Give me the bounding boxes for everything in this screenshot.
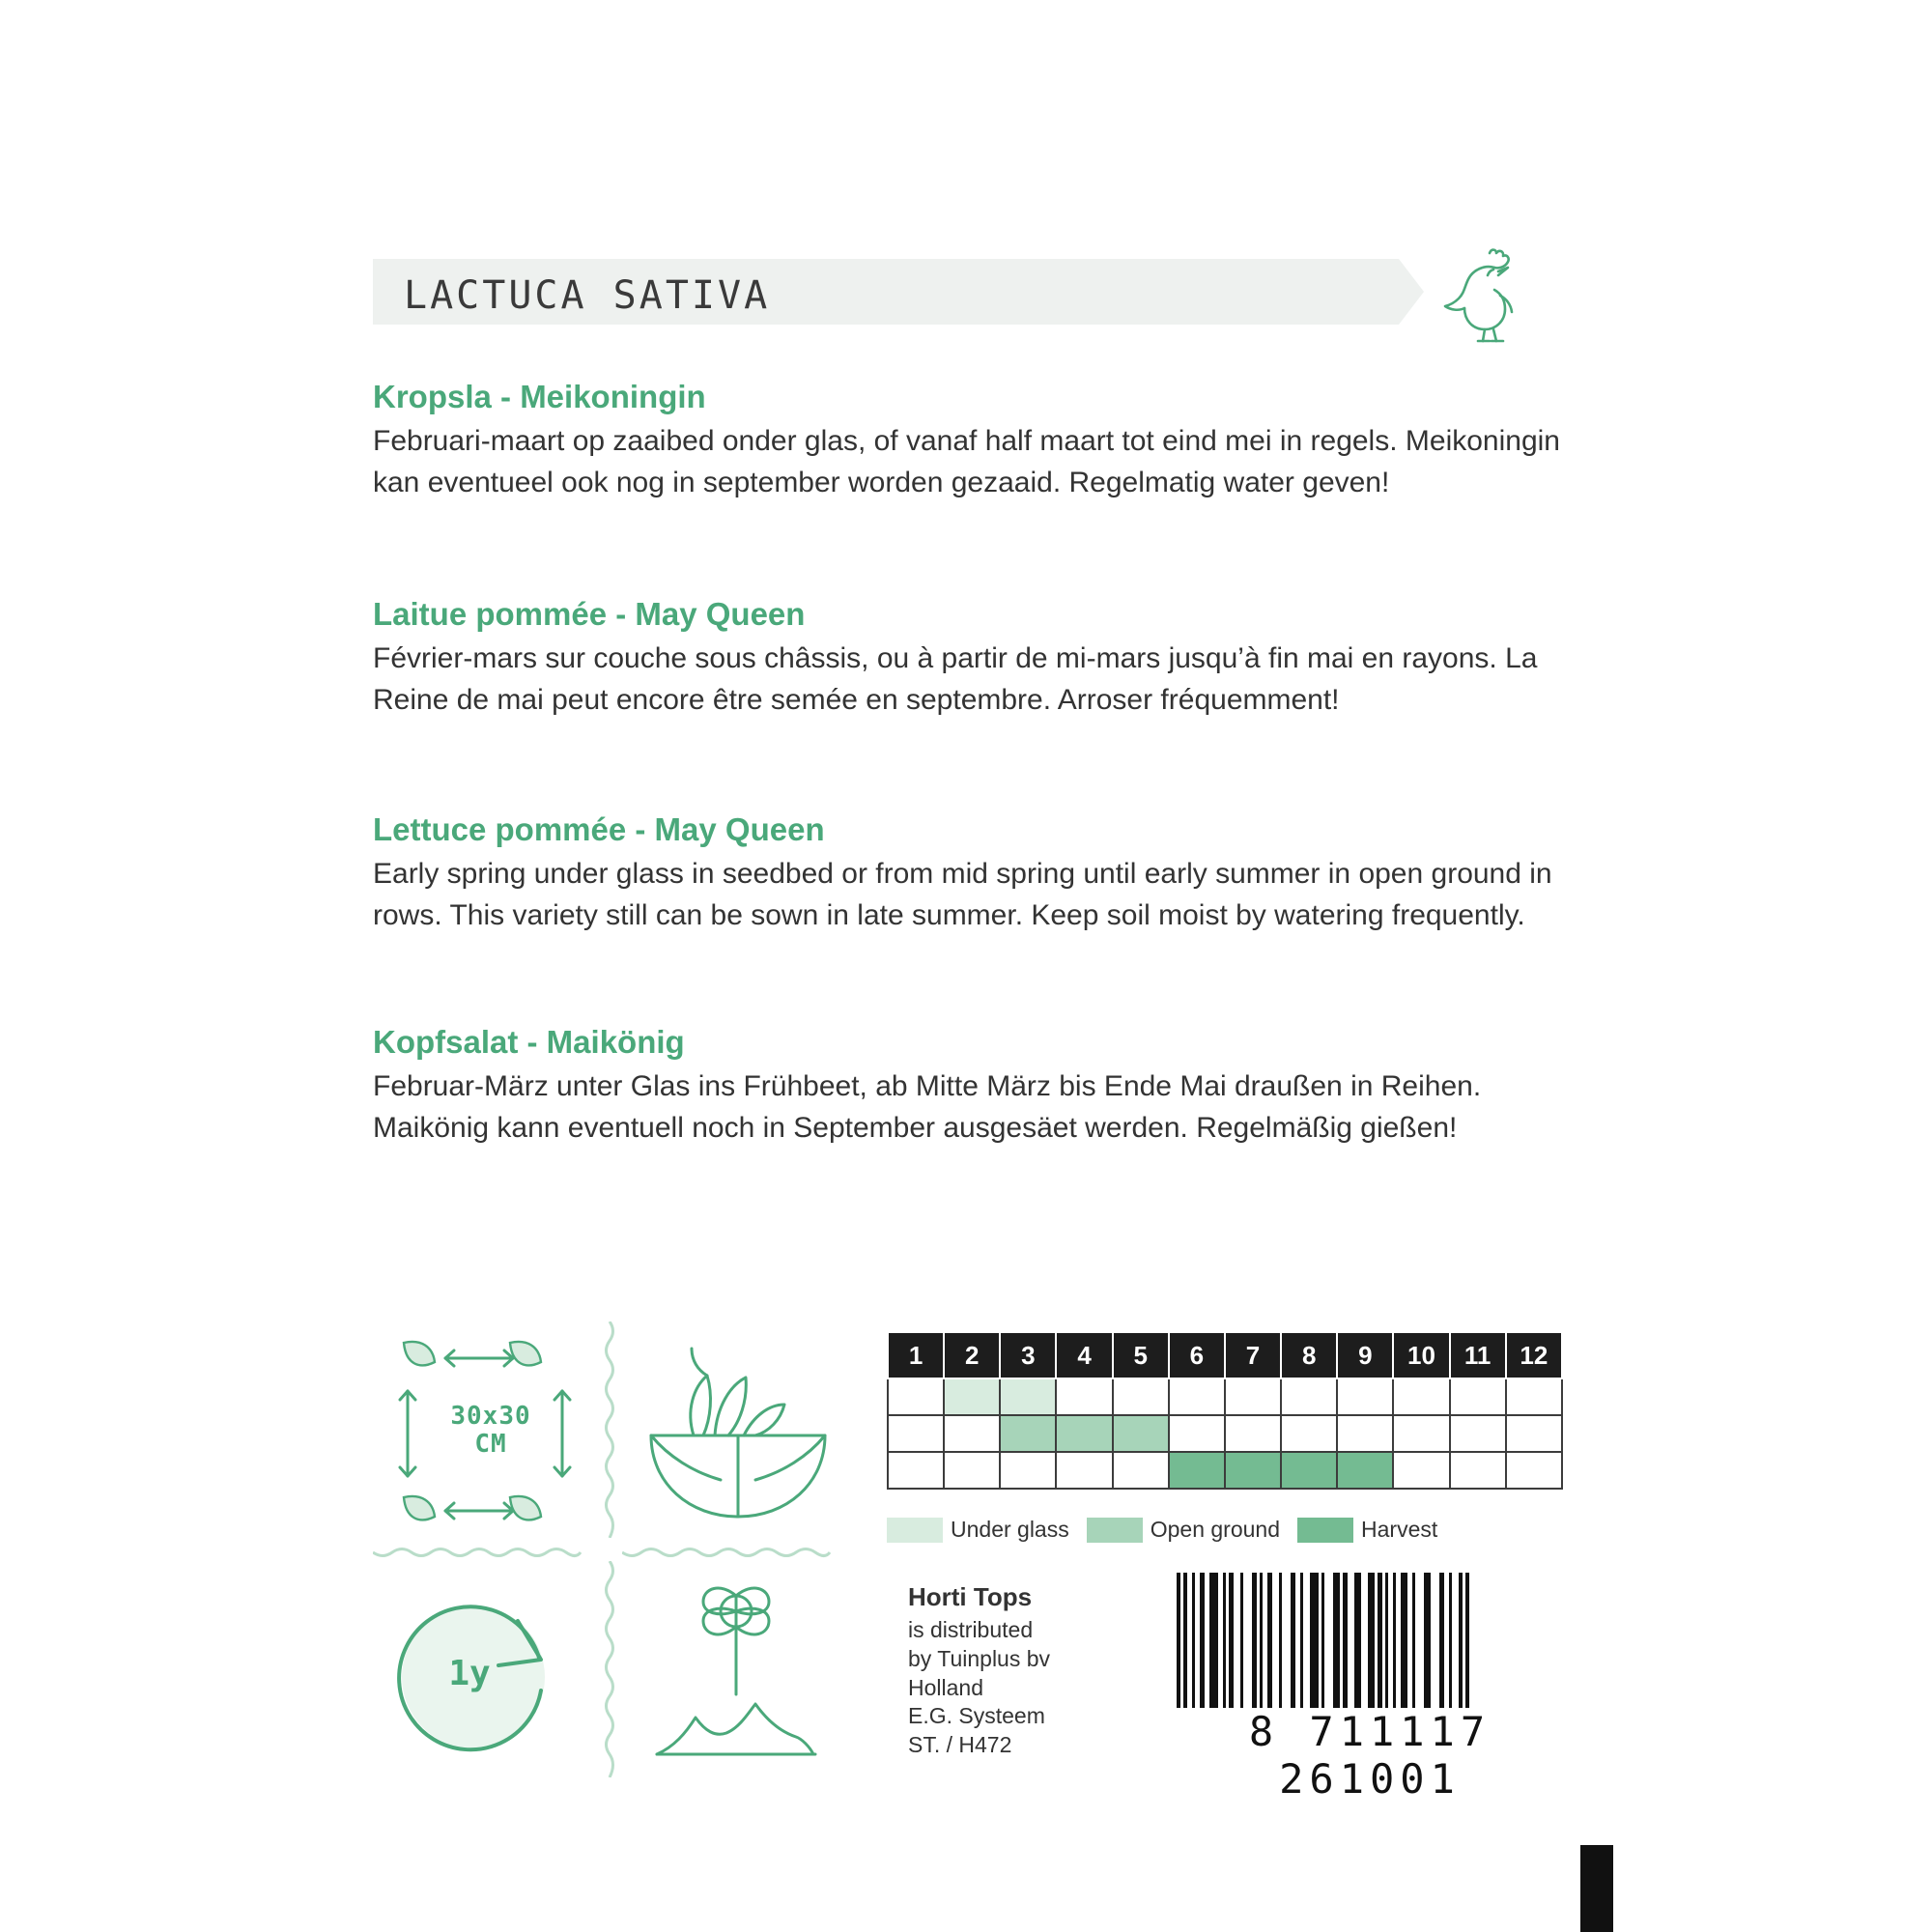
calendar-cell [1225, 1415, 1281, 1452]
legend-swatch-harvest [1297, 1518, 1353, 1543]
calendar-cell [1393, 1452, 1449, 1489]
wave-divider-horizontal-left [373, 1546, 600, 1559]
wave-divider-vertical-bottom [603, 1561, 616, 1777]
calendar-cell [1506, 1378, 1562, 1415]
calendar-cell [1506, 1415, 1562, 1452]
calendar-cell [888, 1452, 944, 1489]
calendar-cell [1337, 1415, 1393, 1452]
calendar-cell [1337, 1378, 1393, 1415]
barcode-bar [1348, 1573, 1354, 1719]
seedling-in-soil-icon [622, 1565, 849, 1789]
month-header: 3 [1000, 1332, 1056, 1378]
barcode-bar [1415, 1573, 1424, 1719]
legend-item-open-ground [1087, 1517, 1280, 1543]
print-corner-mark [1580, 1845, 1613, 1932]
rooster-icon [1430, 240, 1536, 346]
calendar-cell [1056, 1415, 1112, 1452]
calendar-cell [1000, 1378, 1056, 1415]
barcode-bar [1333, 1573, 1340, 1719]
calendar-cell [1450, 1452, 1506, 1489]
calendar-cell [1281, 1452, 1337, 1489]
barcode-bar [1243, 1573, 1252, 1719]
lang-title-en: Lettuce pommée - May Queen [373, 811, 825, 847]
language-block-nl [373, 379, 1580, 503]
calendar-cell [1169, 1415, 1225, 1452]
wave-divider-horizontal-right [622, 1546, 849, 1559]
barcode-bar [1465, 1573, 1469, 1719]
distributor-line-1: is distributed [908, 1616, 1034, 1642]
barcode-bar [1354, 1573, 1361, 1719]
barcode-bar [1424, 1573, 1431, 1719]
distributor-info [908, 1581, 1140, 1760]
distributor-line-4: E.G. Systeem [908, 1703, 1045, 1729]
barcode-bar [1361, 1573, 1368, 1719]
calendar-cell [1169, 1452, 1225, 1489]
month-header: 5 [1113, 1332, 1169, 1378]
calendar-cell [1169, 1378, 1225, 1415]
calendar-cell [1113, 1378, 1169, 1415]
calendar-cell [888, 1378, 944, 1415]
calendar-cell [1056, 1452, 1112, 1489]
shelf-life-icon-cell [373, 1565, 600, 1789]
lang-title-fr: Laitue pommée - May Queen [373, 596, 806, 632]
month-header: 7 [1225, 1332, 1281, 1378]
calendar-header-row [888, 1332, 1562, 1378]
calendar-cell [1225, 1452, 1281, 1489]
month-header: 9 [1337, 1332, 1393, 1378]
language-block-en [373, 811, 1580, 936]
month-header: 8 [1281, 1332, 1337, 1378]
page-title: LACTUCA SATIVA [404, 273, 771, 318]
month-header: 2 [944, 1332, 1000, 1378]
barcode-bar [1303, 1573, 1310, 1719]
calendar-cell [944, 1378, 1000, 1415]
calendar-cell [1000, 1415, 1056, 1452]
calendar-cell [1000, 1452, 1056, 1489]
calendar-row-under_glass [888, 1378, 1562, 1415]
month-header: 6 [1169, 1332, 1225, 1378]
language-block-de [373, 1024, 1580, 1149]
calendar-cell [944, 1452, 1000, 1489]
barcode-bar [1368, 1573, 1375, 1719]
calendar-cell [1393, 1415, 1449, 1452]
calendar-legend [887, 1517, 1563, 1543]
legend-item-harvest [1297, 1517, 1437, 1543]
barcode-bar [1310, 1573, 1319, 1719]
distributor-line-2: by Tuinplus bv [908, 1645, 1051, 1671]
calendar-cell [1225, 1378, 1281, 1415]
calendar-row-open_ground [888, 1415, 1562, 1452]
barcode-bar [1209, 1573, 1218, 1719]
month-header: 12 [1506, 1332, 1562, 1378]
calendar-cell [1056, 1378, 1112, 1415]
lang-body-de: Februar-März unter Glas ins Frühbeet, ab Mitte März bis Ende Mai draußen in Reihen. Maikönig kann eventuell noch in September ausgesäet werden. Regelmäßig gießen! [373, 1070, 1482, 1144]
spacing-icon-cell [373, 1321, 600, 1546]
legend-label-under-glass: Under glass [951, 1517, 1069, 1542]
barcode-bar [1234, 1573, 1240, 1719]
month-header: 11 [1450, 1332, 1506, 1378]
legend-label-open-ground: Open ground [1150, 1517, 1281, 1542]
calendar-table [887, 1331, 1563, 1490]
language-block-fr [373, 596, 1580, 721]
month-header: 10 [1393, 1332, 1449, 1378]
distributor-line-5: ST. / H472 [908, 1732, 1012, 1758]
lang-body-en: Early spring under glass in seedbed or from mid spring until early summer in open ground in rows. This variety still can be sown in late summer. Keep soil moist by watering frequently. [373, 858, 1552, 931]
lang-title-nl: Kropsla - Meikoningin [373, 379, 706, 414]
sowing-calendar [887, 1331, 1563, 1490]
barcode-bar [1401, 1573, 1407, 1719]
legend-item-under-glass [887, 1517, 1069, 1543]
barcode-bar [1324, 1573, 1333, 1719]
legend-swatch-open-ground [1087, 1518, 1143, 1543]
calendar-cell [1281, 1415, 1337, 1452]
lang-title-de: Kopfsalat - Maikönig [373, 1024, 685, 1060]
barcode-bar [1431, 1573, 1439, 1719]
month-header: 1 [888, 1332, 944, 1378]
spacing-value: 30x30 [450, 1402, 531, 1431]
calendar-body [888, 1378, 1562, 1489]
calendar-cell [1450, 1378, 1506, 1415]
barcode-bar [1282, 1573, 1291, 1719]
sowing-icon-cell [622, 1565, 849, 1789]
brand-name: Horti Tops [908, 1582, 1033, 1611]
salad-bowl-icon-cell [622, 1321, 849, 1546]
legend-swatch-under-glass [887, 1518, 943, 1543]
lang-body-fr: Février-mars sur couche sous châssis, ou à partir de mi-mars jusqu’à fin mai en rayons. La Reine de mai peut encore être semée en septembre. Arroser fréquemment! [373, 642, 1538, 716]
barcode-bar [1452, 1573, 1459, 1719]
wave-divider-vertical-top [603, 1321, 616, 1538]
icon-grid [373, 1321, 867, 1804]
barcode-number: 8 711117 261001 [1177, 1708, 1563, 1803]
calendar-row-harvest [888, 1452, 1562, 1489]
barcode-bar [1272, 1573, 1279, 1719]
lang-body-nl: Februari-maart op zaaibed onder glas, of vanaf half maart tot eind mei in regels. Meikoningin kan eventueel ook nog in september worden gezaaid. Regelmatig water geven! [373, 425, 1560, 498]
calendar-cell [1113, 1452, 1169, 1489]
calendar-cell [1337, 1452, 1393, 1489]
calendar-cell [1281, 1378, 1337, 1415]
calendar-cell [1506, 1452, 1562, 1489]
calendar-cell [1113, 1415, 1169, 1452]
month-header: 4 [1056, 1332, 1112, 1378]
legend-label-harvest: Harvest [1361, 1517, 1438, 1542]
salad-bowl-icon [622, 1321, 849, 1546]
barcode [1177, 1573, 1563, 1803]
spacing-unit: CM [474, 1430, 507, 1460]
barcode-bars [1177, 1573, 1563, 1719]
calendar-cell [1393, 1378, 1449, 1415]
distributor-line-3: Holland [908, 1674, 983, 1700]
spacing-label [433, 1403, 549, 1459]
calendar-cell [888, 1415, 944, 1452]
calendar-cell [1450, 1415, 1506, 1452]
shelf-life-label: 1y [448, 1654, 491, 1693]
calendar-cell [944, 1415, 1000, 1452]
